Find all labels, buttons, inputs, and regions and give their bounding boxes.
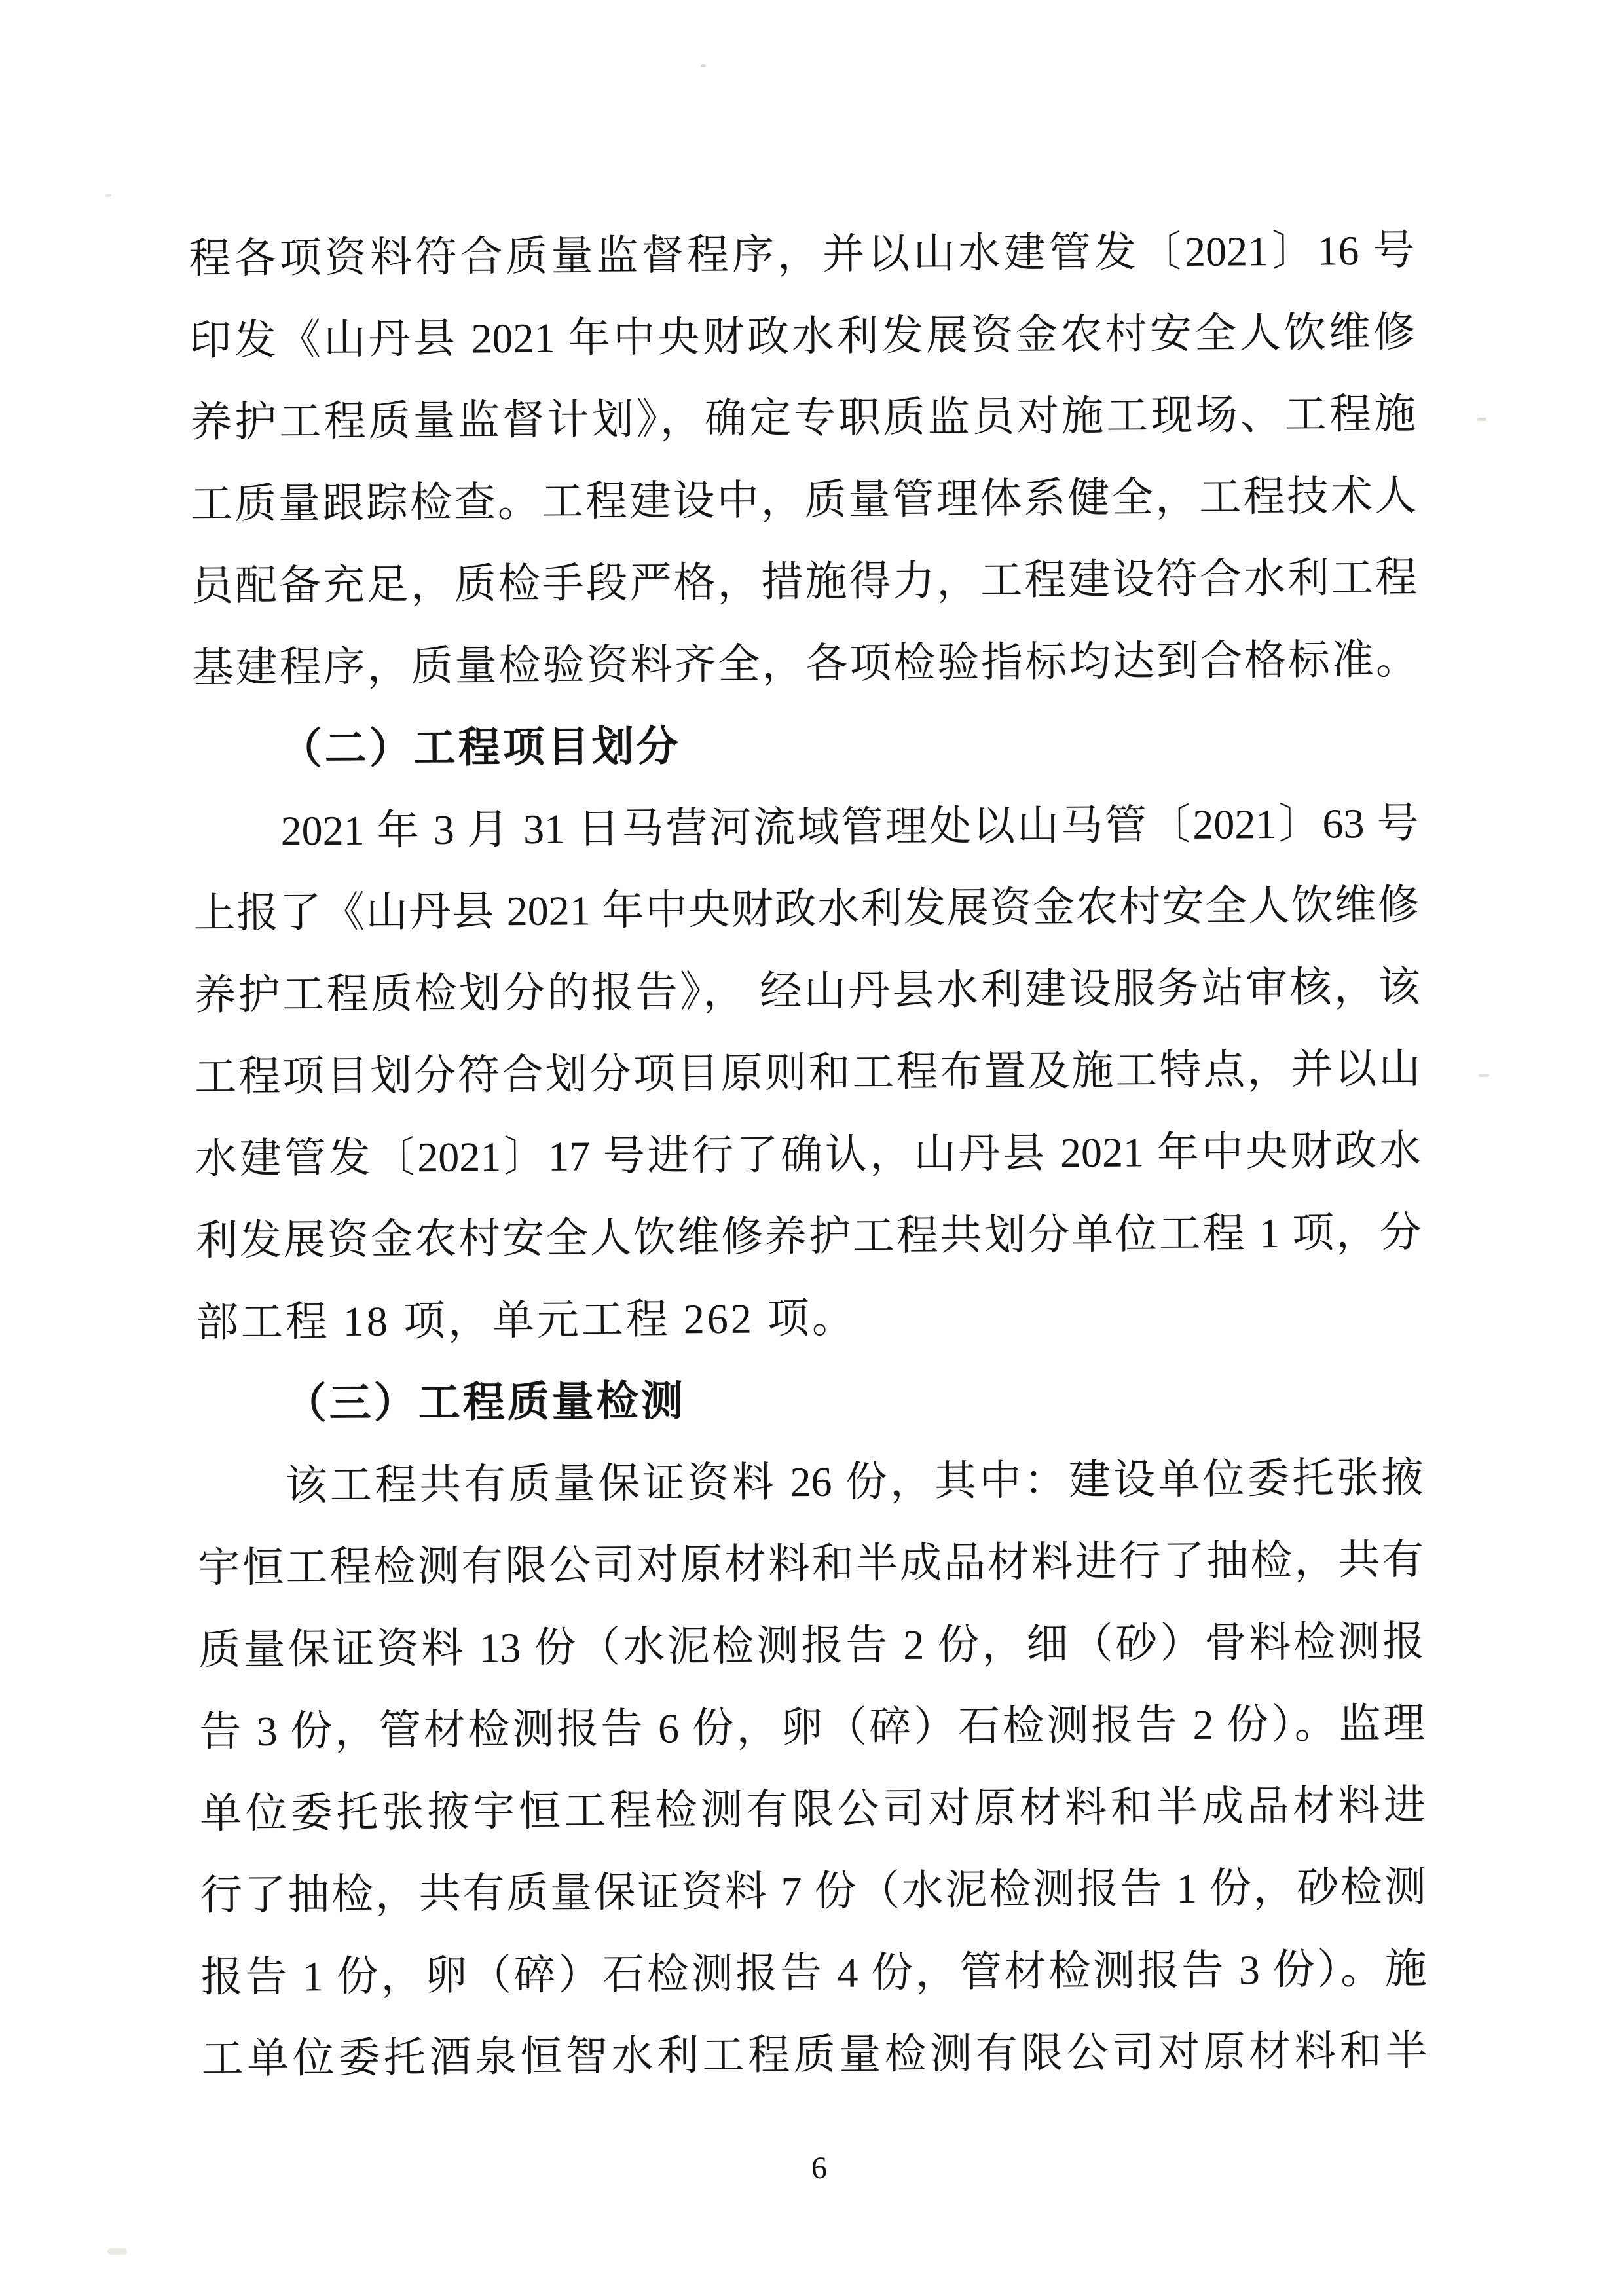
- text-line: 宇恒工程检测有限公司对原材料和半成品材料进行了抽检，共有: [198, 1536, 1424, 1592]
- text-line: 单位委托张掖宇恒工程检测有限公司对原材料和半成品材料进: [199, 1781, 1426, 1837]
- text-line: 工质量跟踪检查。工程建设中，质量管理体系健全，工程技术人: [190, 472, 1417, 528]
- text-line: 2021 年 3 月 31 日马营河流域管理处以山马管〔2021〕63 号: [280, 799, 1419, 854]
- text-line: 质量保证资料 13 份（水泥检测报告 2 份，细（砂）骨料检测报: [198, 1618, 1425, 1673]
- text-line: 该工程共有质量保证资料 26 份，其中：建设单位委托张掖: [285, 1454, 1424, 1509]
- text-line: 员配备充足，质检手段严格，措施得力，工程建设符合水利工程: [191, 554, 1418, 610]
- text-line: 行了抽检，共有质量保证资料 7 份（水泥检测报告 1 份，砂检测: [200, 1863, 1427, 1919]
- text-line: 印发《山丹县 2021 年中央财政水利发展资金农村安全人饮维修: [189, 308, 1416, 364]
- text-line: 利发展资金农村安全人饮维修养护工程共划分单位工程 1 项，分: [195, 1209, 1422, 1264]
- page-number: 6: [811, 2150, 828, 2186]
- text-line: 养护工程质检划分的报告》， 经山丹县水利建设服务站审核，该: [194, 963, 1420, 1019]
- text-line: 工程项目划分符合划分项目原则和工程布置及施工特点，并以山: [194, 1045, 1421, 1101]
- document-lines: [189, 210, 1428, 2100]
- section-heading: （三）工程质量检测: [284, 1377, 686, 1427]
- text-line: 部工程 18 项，单元工程 262 项。: [196, 1294, 857, 1346]
- scan-speck: [1479, 1074, 1489, 1077]
- scan-speck: [107, 2248, 127, 2255]
- text-line: 程各项资料符合质量监督程序，并以山水建管发〔2021〕16 号: [189, 227, 1415, 282]
- section-heading: （二）工程项目划分: [280, 723, 681, 773]
- text-line: 基建程序，质量检验资料齐全，各项检验指标均达到合格标准。: [191, 636, 1418, 691]
- text-line: 告 3 份，管材检测报告 6 份，卵（碎）石检测报告 2 份）。监理: [198, 1700, 1426, 1755]
- scan-speck: [105, 194, 111, 197]
- text-line: 养护工程质量监督计划》，确定专职质监员对施工现场、工程施: [189, 390, 1416, 446]
- text-line: 上报了《山丹县 2021 年中央财政水利发展资金农村安全人饮维修: [193, 881, 1420, 937]
- text-line: 报告 1 份，卵（碎）石检测报告 4 份，管材检测报告 3 份）。施: [200, 1945, 1428, 2001]
- text-line: 水建管发〔2021〕17 号进行了确认，山丹县 2021 年中央财政水: [194, 1127, 1422, 1182]
- text-line: 工单位委托酒泉恒智水利工程质量检测有限公司对原材料和半: [201, 2027, 1428, 2083]
- scan-speck: [1477, 418, 1486, 421]
- scan-speck: [701, 64, 706, 67]
